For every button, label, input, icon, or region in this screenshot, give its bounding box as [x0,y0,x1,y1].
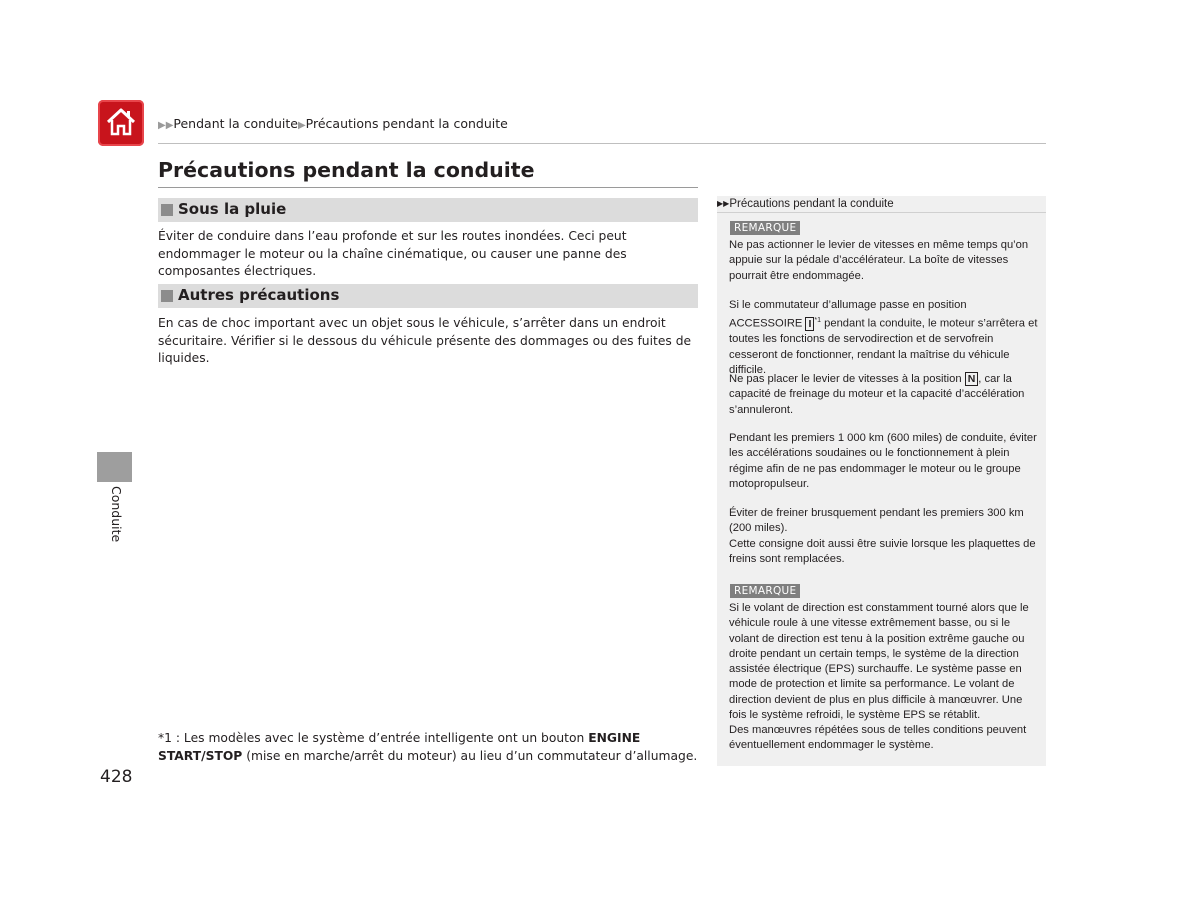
remarque-badge: REMARQUE [730,221,800,235]
remarque-badge: REMARQUE [730,584,800,598]
home-button[interactable] [98,100,144,146]
page-number: 428 [100,767,133,787]
page-title: Précautions pendant la conduite [158,158,535,182]
section-heading-text: Sous la pluie [178,200,287,218]
note-paragraph: Cette consigne doit aussi être suivie lorsque les plaquettes de freins sont remplacées. [729,538,1036,566]
arrow-icon: ▶ [297,120,306,131]
breadcrumb-item-2[interactable]: Précautions pendant la conduite [305,116,508,131]
breadcrumb [158,116,508,131]
section-heading-sous-la-pluie [158,198,698,222]
note-paragraph: Des manœuvres répétées sous de telles conditions peuvent éventuellement endommager le système. [729,724,1027,752]
note-paragraph: Si le volant de direction est constamment tourné alors que le véhicule roule à une vitesse extrêmement basse, ou si le volant de direction est tenu à la position extrême gauche ou droite pendant un certain temps, le système de la direction assistée électrique (EPS) surchauffe. Le système passe en mode de protection et limite sa performance. Le volant de direction devient de plus en plus difficile à manœuvrer. Une fois le système refroidi, le système EPS se rétablit. [729,602,1029,722]
section-body-autres-precautions: En cas de choc important avec un objet sous le véhicule, s’arrêter dans un endroit sécuritaire. Vérifier si le dessous du véhicule présente des dommages ou des fuites de liquides. [158,316,692,365]
header-divider [158,143,1046,144]
footnote-ref: *1 [814,317,822,325]
breadcrumb-item-1[interactable]: Pendant la conduite [173,116,298,131]
note-paragraph [729,372,1041,418]
note-text: Si le commutateur d’allumage passe en position ACCESSOIRE [729,299,967,331]
footnote-text-start: *1 : Les modèles avec le système d’entrée intelligente ont un bouton [158,731,589,745]
note-paragraph [729,298,1041,378]
chapter-tab[interactable] [97,452,132,482]
title-divider [158,187,698,188]
note-paragraph: Ne pas actionner le levier de vitesses en même temps qu’on appuie sur la pédale d’accélérateur. La boîte de vitesses pourrait être endommagée. [729,239,1029,282]
gear-position-key: N [965,372,979,386]
double-arrow-icon: ▶▶ [717,199,730,208]
notes-panel-title: Précautions pendant la conduite [729,198,894,210]
notes-panel [717,196,1046,766]
square-bullet-icon [161,290,173,302]
note-paragraph: Éviter de freiner brusquement pendant les premiers 300 km (200 miles). [729,507,1024,535]
square-bullet-icon [161,204,173,216]
double-arrow-icon: ▶▶ [158,120,174,131]
section-heading-text: Autres précautions [178,286,340,304]
notes-panel-header [717,196,1046,213]
ignition-position-key: I [805,317,814,331]
note-paragraph: Pendant les premiers 1 000 km (600 miles) de conduite, éviter les accélérations soudaines ou le fonctionnement à plein régime afin de ne pas endommager le moteur ou le groupe motopropulseur. [729,432,1037,490]
house-icon [105,106,137,138]
note-text: Ne pas placer le levier de vitesses à la position [729,373,965,385]
footnote [158,729,703,765]
section-body-sous-la-pluie: Éviter de conduire dans l’eau profonde et sur les routes inondées. Ceci peut endommager le moteur ou la chaîne cinématique, ou causer une panne des composantes électriques. [158,229,627,278]
chapter-tab-label: Conduite [109,486,124,543]
note-text: pendant la conduite, le moteur s’arrêtera et toutes les fonctions de servodirection et de servofrein cesseront de fonctionner, rendant la maîtrise du véhicule difficile. [729,318,1038,376]
note-text: , car la capacité de freinage du moteur et la capacité d’accélération s’annuleront. [729,373,1025,416]
footnote-text-end: (mise en marche/arrêt du moteur) au lieu d’un commutateur d’allumage. [242,749,698,763]
footnote-bold-term: ENGINE START/STOP [158,731,641,763]
section-heading-autres-precautions [158,284,698,308]
